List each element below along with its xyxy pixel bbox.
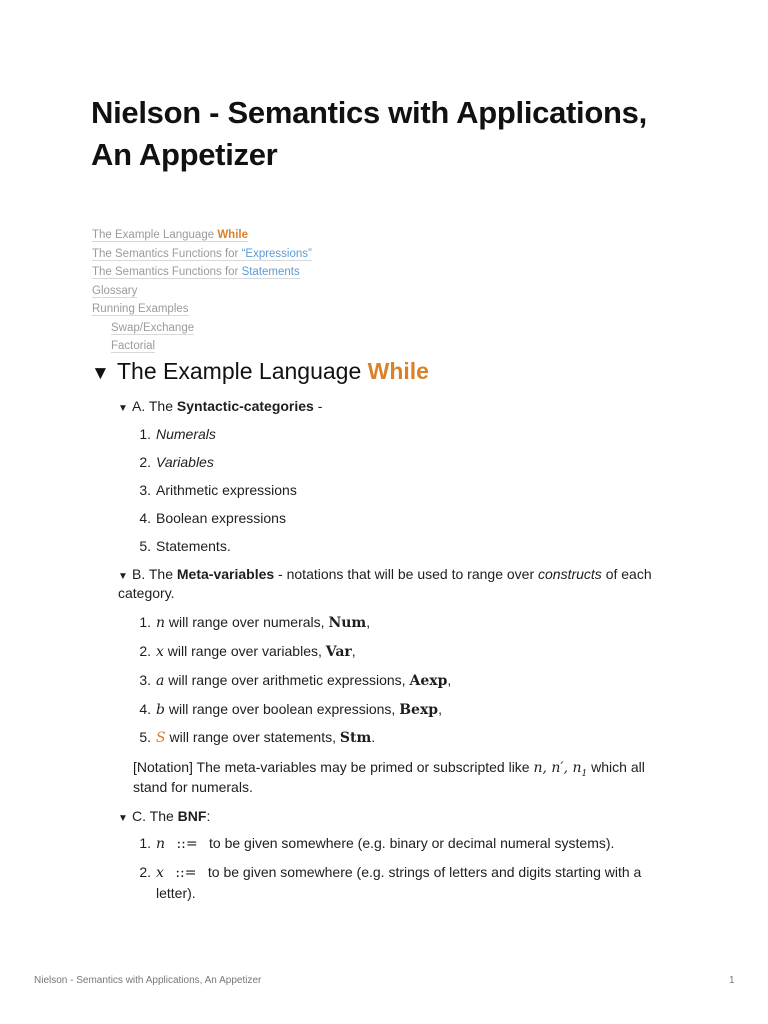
toc-link[interactable]: The Semantics Functions for Statements: [92, 266, 300, 278]
toc-link[interactable]: The Example Language While: [92, 229, 248, 241]
list-item: 2. Variables: [139, 454, 214, 470]
footer-title: Nielson - Semantics with Applications, An Appetizer: [34, 975, 262, 986]
toc-item-glossary[interactable]: [92, 282, 312, 301]
toc-item-swap[interactable]: [92, 319, 312, 338]
toggle-part-b[interactable]: ▼ B. The Meta-variables - notations that will be used to range over constructs of each: [118, 564, 652, 587]
table-of-contents: [92, 226, 312, 356]
paragraph-continuation: category.: [118, 585, 175, 601]
notation-note-continuation: stand for numerals.: [133, 779, 253, 795]
toc-link[interactable]: Running Examples: [92, 303, 189, 315]
collapse-toggle-icon[interactable]: ▼: [91, 363, 110, 384]
list-item: 3. Arithmetic expressions: [139, 482, 297, 498]
toc-item-factorial[interactable]: [92, 337, 312, 356]
bnf-rule-continuation: letter).: [156, 885, 196, 901]
page-title: Nielson - Semantics with Applications, An Appetizer: [91, 95, 647, 172]
page-number: 1: [729, 975, 735, 986]
toc-link[interactable]: Glossary: [92, 284, 138, 297]
toc-item-expressions[interactable]: [92, 245, 312, 264]
section-heading: ▼ The Example Language While: [91, 356, 429, 389]
notation-note: [Notation] The meta-variables may be primed or subscripted like n, n′, $n_1$ which all: [133, 759, 645, 779]
collapse-toggle-icon[interactable]: ▼: [118, 403, 128, 414]
toc-item-while[interactable]: [92, 226, 312, 245]
list-item: 3. a will range over arithmetic expressions, Aexp,: [139, 672, 452, 689]
toc-link[interactable]: Swap/Exchange: [111, 321, 195, 334]
list-item: 4. b will range over boolean expressions, Bexp,: [139, 701, 442, 718]
collapse-toggle-icon[interactable]: ▼: [118, 813, 128, 824]
toc-link[interactable]: The Semantics Functions for “Expressions”: [92, 247, 312, 260]
toc-item-running-examples[interactable]: [92, 300, 312, 319]
bnf-rule: 1. n ::= to be given somewhere (e.g. binary or decimal numeral systems).: [139, 835, 615, 852]
list-item: 5. S will range over statements, Stm.: [139, 729, 376, 746]
list-item: 5. Statements.: [139, 538, 231, 554]
toggle-part-c[interactable]: ▼ C. The BNF:: [118, 806, 210, 829]
toc-item-statements[interactable]: [92, 263, 312, 282]
collapse-toggle-icon[interactable]: ▼: [118, 571, 128, 582]
list-item: 1. Numerals: [139, 426, 216, 442]
list-item: 1. n will range over numerals, Num,: [139, 614, 371, 631]
toggle-part-a[interactable]: ▼ A. The Syntactic-categories -: [118, 396, 322, 419]
bnf-rule: 2. x ::= to be given somewhere (e.g. strings of letters and digits starting with a: [139, 864, 642, 881]
toc-link[interactable]: Factorial: [111, 340, 156, 352]
list-item: 2. x will range over variables, Var,: [139, 643, 356, 660]
list-item: 4. Boolean expressions: [139, 510, 286, 526]
